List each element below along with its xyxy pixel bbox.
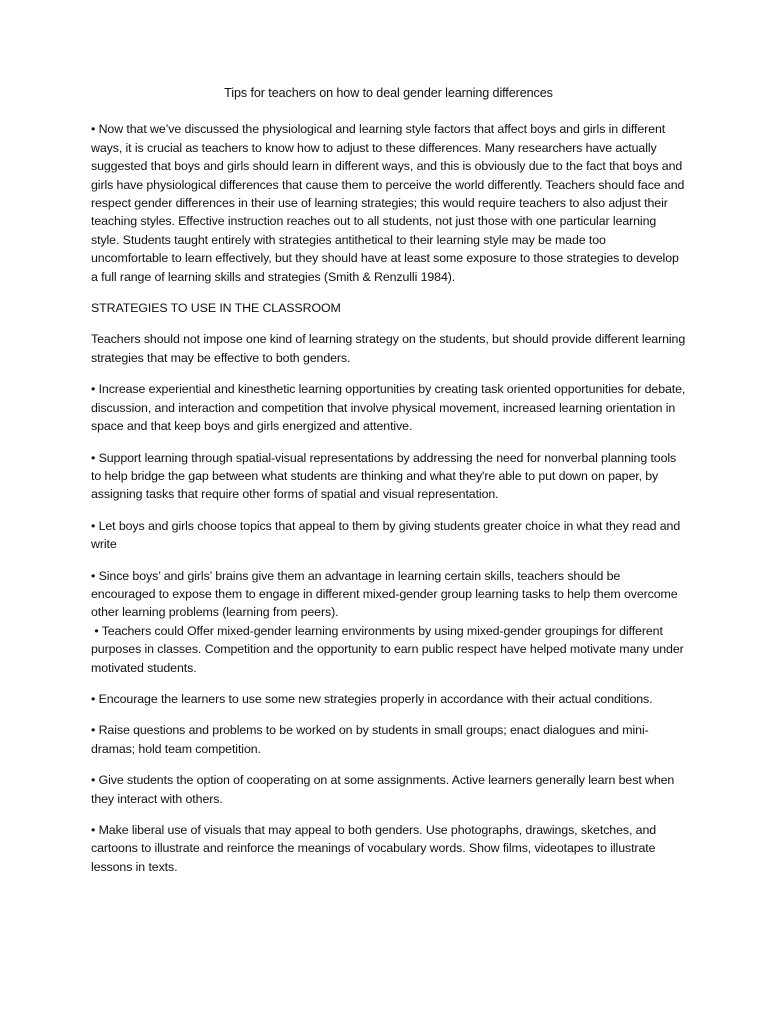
- bullet-item: • Teachers could Offer mixed-gender learning environments by using mixed-gender groupings for different purposes in classes. Competition and the opportunity to earn public respect have helped motivate many under motivated students.: [91, 623, 684, 675]
- document-title: Tips for teachers on how to deal gender learning differences: [224, 86, 553, 100]
- bullet-item: • Make liberal use of visuals that may appeal to both genders. Use photographs, drawings, sketches, and cartoons to illustrate and reinforce the meanings of vocabulary words. Show films, videotapes to illustrate lessons in texts.: [91, 823, 657, 874]
- bullet-item: • Increase experiential and kinesthetic learning opportunities by creating task oriented opportunities for debate, discussion, and interaction and competition that involve physical movement, increased learning orientation in space and that keep boys and girls energized and attentive.: [91, 382, 686, 434]
- intro-paragraph: • Now that we’ve discussed the physiological and learning style factors that affect boys and girls in different ways, it is crucial as teachers to know how to adjust to these differences. Many researchers have actually suggested that boys and girls should learn in different ways, and this is obviously due to the fact that boys and girls have physiological differences that cause them to perceive the world differently. Teachers should face and respect gender differences in their use of learning strategies; this would require teachers to also adjust their teaching styles. Effective instruction reaches out to all students, not just those with one particular learning style. Students taught entirely with strategies antithetical to their learning style may be made too uncomfortable to learn effectively, but they should have at least some exposure to those strategies to develop a full range of learning skills and strategies (Smith & Renzulli 1984).: [91, 122, 685, 284]
- bullet-item: • Since boys’ and girls’ brains give them an advantage in learning certain skills, teachers should be encouraged to expose them to engage in different mixed-gender group learning tasks to help them overcome other learning problems (learning from peers).: [91, 568, 678, 620]
- bullet-item: • Raise questions and problems to be worked on by students in small groups; enact dialogues and mini-dramas; hold team competition.: [91, 723, 649, 756]
- section-intro-paragraph: Teachers should not impose one kind of learning strategy on the students, but should provide different learning strategies that may be effective to both genders.: [91, 332, 686, 365]
- bullet-item: • Encourage the learners to use some new strategies properly in accordance with their actual conditions.: [91, 691, 653, 706]
- bullet-item: • Give students the option of cooperating on at some assignments. Active learners generally learn best when they interact with others.: [91, 773, 675, 806]
- bullet-item: • Support learning through spatial-visual representations by addressing the need for nonverbal planning tools to help bridge the gap between what students are thinking and what they're able to put down on paper, by assigning tasks that require other forms of spatial and visual representation.: [91, 450, 677, 502]
- section-heading: STRATEGIES TO USE IN THE CLASSROOM: [91, 301, 341, 316]
- bullet-item: • Let boys and girls choose topics that appeal to them by giving students greater choice in what they read and write: [91, 518, 681, 552]
- document-page: [91, 84, 686, 889]
